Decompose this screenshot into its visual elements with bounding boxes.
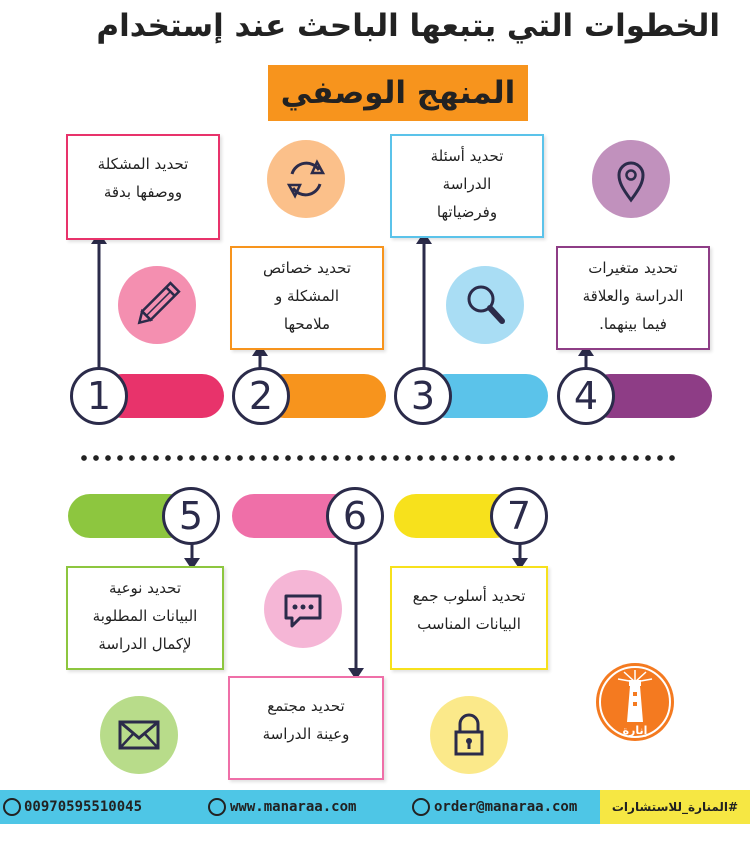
step-2-number: 2 [232,367,290,425]
step-3-box [390,134,544,238]
whatsapp-icon [3,798,21,816]
step-5-line-1: تحديد نوعية [109,579,181,597]
step-4-box [556,246,710,350]
step-6-number: 6 [326,487,384,545]
logo-text: إنارة [622,724,648,737]
step-7-line-1: تحديد أسلوب جمع [412,587,526,605]
step-2-line-3: ملامحها [283,315,331,333]
step-3-line-1: تحديد أسئلة [430,147,504,165]
email-icon [412,798,430,816]
magnifier-icon [446,266,524,344]
step-6-line-2: وعينة الدراسة [262,725,350,743]
refresh-arrows-icon [267,140,345,218]
step-5-line-3: لإكمال الدراسة [98,635,192,653]
step-5-box [66,566,224,670]
padlock-icon [430,696,508,774]
step-1-number: 1 [70,367,128,425]
step-4-line-1: تحديد متغيرات [588,259,678,277]
location-pin-icon [592,140,670,218]
step-3-line-2: الدراسة [442,175,492,193]
step-4-line-3: فيما بينهما. [599,315,667,333]
step-7-number: 7 [490,487,548,545]
step-1-line-2: ووصفها بدقة [103,183,183,201]
footer-bar [0,790,750,824]
step-4-line-2: الدراسة والعلاقة [582,287,684,305]
step-7-box [390,566,548,670]
footer-phone[interactable]: 00970595510045 [24,799,143,815]
step-3-line-3: وفرضياتها [436,203,498,221]
page-title: الخطوات التي يتبعها الباحث عند إستخدام [96,8,720,44]
step-2-line-2: المشكلة و [274,287,340,305]
step-6-line-1: تحديد مجتمع [267,697,345,715]
step-2-box [230,246,384,350]
manaraa-logo [594,652,676,752]
footer-hashtag[interactable]: #المنارة_للاستشارات [600,790,750,824]
page-subtitle: المنهج الوصفي [280,75,516,111]
pencil-icon [118,266,196,344]
step-2-line-1: تحديد خصائص [263,259,351,277]
dotted-divider [78,455,678,461]
chat-bubble-icon [264,570,342,648]
step-1-box [66,134,220,240]
step-1-line-1: تحديد المشكلة [97,155,189,173]
step-4-number: 4 [557,367,615,425]
step-5-number: 5 [162,487,220,545]
step-7-line-2: البيانات المناسب [417,615,521,633]
footer-email[interactable]: order@manaraa.com [434,799,578,815]
step-6-box [228,676,384,780]
step-5-line-2: البيانات المطلوبة [92,607,198,625]
step-3-number: 3 [394,367,452,425]
envelope-icon [100,696,178,774]
footer-website[interactable]: www.manaraa.com [230,799,357,815]
globe-icon [208,798,226,816]
